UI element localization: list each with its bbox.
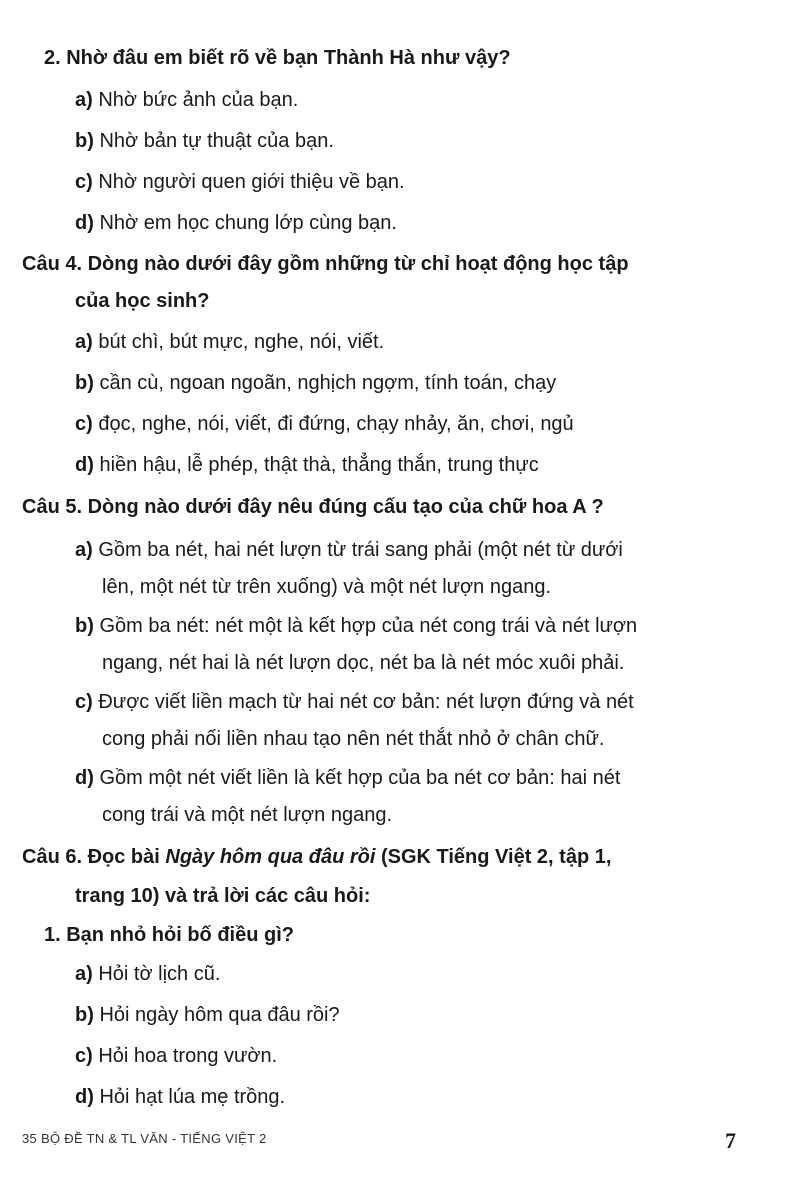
option-label: b)	[75, 372, 94, 394]
q1-option-c	[75, 1044, 277, 1068]
option-label: a)	[75, 963, 93, 985]
footer-series-title: 35 BỘ ĐỀ TN & TL VĂN - TIẾNG VIỆT 2	[22, 1131, 267, 1146]
cau-4-title-line-2: của học sinh?	[75, 290, 210, 312]
q2-option-c	[75, 170, 405, 194]
cau5-option-b-line-2: ngang, nét hai là nét lượn dọc, nét ba là nét móc xuôi phải.	[102, 652, 625, 674]
cau5-option-d-line-2: cong trái và một nét lượn ngang.	[102, 804, 392, 826]
option-label: d)	[75, 1086, 94, 1108]
cau5-option-a-line-1	[75, 538, 623, 562]
cau-6-title-line-1	[22, 845, 611, 869]
cau-6-suffix: (SGK Tiếng Việt 2, tập 1,	[375, 846, 612, 868]
cau5-option-c-line-2: cong phải nối liền nhau tạo nên nét thắt nhỏ ở chân chữ.	[102, 728, 605, 750]
cau4-option-c	[75, 412, 574, 436]
option-label: c)	[75, 413, 93, 435]
q2-option-d	[75, 211, 397, 235]
cau-6-prefix: Câu 6. Đọc bài	[22, 846, 166, 868]
option-label: c)	[75, 691, 93, 713]
cau4-option-a	[75, 330, 384, 354]
option-label: d)	[75, 212, 94, 234]
question-2-title: 2. Nhờ đâu em biết rõ về bạn Thành Hà như vậy?	[44, 47, 511, 69]
cau5-option-c-line-1	[75, 690, 634, 714]
q2-option-b	[75, 129, 334, 153]
q1-option-b	[75, 1003, 340, 1027]
page-number: 7	[725, 1128, 736, 1153]
option-label: b)	[75, 1004, 94, 1026]
option-label: d)	[75, 767, 94, 789]
option-text: Nhờ em học chung lớp cùng bạn.	[99, 212, 397, 234]
cau5-option-b-line-1	[75, 614, 637, 638]
option-label: a)	[75, 539, 93, 561]
option-text: Gồm một nét viết liền là kết hợp của ba nét cơ bản: hai nét	[99, 767, 621, 789]
option-text: Hỏi hoa trong vườn.	[98, 1045, 278, 1067]
option-text: Gồm ba nét, hai nét lượn từ trái sang phải (một nét từ dưới	[98, 539, 623, 561]
option-label: b)	[75, 615, 94, 637]
option-label: a)	[75, 331, 93, 353]
option-text: hiền hậu, lễ phép, thật thà, thẳng thắn, trung thực	[99, 454, 539, 476]
option-text: đọc, nghe, nói, viết, đi đứng, chạy nhảy, ăn, chơi, ngủ	[98, 413, 574, 435]
cau4-option-b	[75, 371, 556, 395]
cau-6-title-line-2: trang 10) và trả lời các câu hỏi:	[75, 885, 371, 907]
option-label: a)	[75, 89, 93, 111]
q1-option-a	[75, 962, 220, 986]
cau-5-title: Câu 5. Dòng nào dưới đây nêu đúng cấu tạo của chữ hoa A ?	[22, 496, 604, 518]
option-text: Nhờ người quen giới thiệu về bạn.	[98, 171, 405, 193]
option-label: c)	[75, 1045, 93, 1067]
option-text: Hỏi hạt lúa mẹ trồng.	[99, 1086, 286, 1108]
cau4-option-d	[75, 453, 539, 477]
option-text: cần cù, ngoan ngoãn, nghịch ngợm, tính toán, chạy	[99, 372, 557, 394]
q2-option-a	[75, 88, 298, 112]
option-text: bút chì, bút mực, nghe, nói, viết.	[98, 331, 385, 353]
option-text: Nhờ bức ảnh của bạn.	[98, 89, 299, 111]
option-text: Gồm ba nét: nét một là kết hợp của nét cong trái và nét lượn	[99, 615, 638, 637]
cau5-option-d-line-1	[75, 766, 620, 790]
option-text: Nhờ bản tự thuật của bạn.	[99, 130, 334, 152]
option-text: Hỏi tờ lịch cũ.	[98, 963, 221, 985]
cau5-option-a-line-2: lên, một nét từ trên xuống) và một nét lượn ngang.	[102, 576, 552, 598]
option-text: Được viết liền mạch từ hai nét cơ bản: nét lượn đứng và nét	[98, 691, 634, 713]
question-1-title: 1. Bạn nhỏ hỏi bố điều gì?	[44, 924, 294, 946]
cau-4-title-line-1: Câu 4. Dòng nào dưới đây gồm những từ chỉ hoạt động học tập	[22, 253, 629, 275]
book-title: Ngày hôm qua đâu rồi	[165, 846, 376, 868]
option-label: d)	[75, 454, 94, 476]
q1-option-d	[75, 1085, 285, 1109]
option-label: c)	[75, 171, 93, 193]
option-text: Hỏi ngày hôm qua đâu rồi?	[99, 1004, 340, 1026]
option-label: b)	[75, 130, 94, 152]
